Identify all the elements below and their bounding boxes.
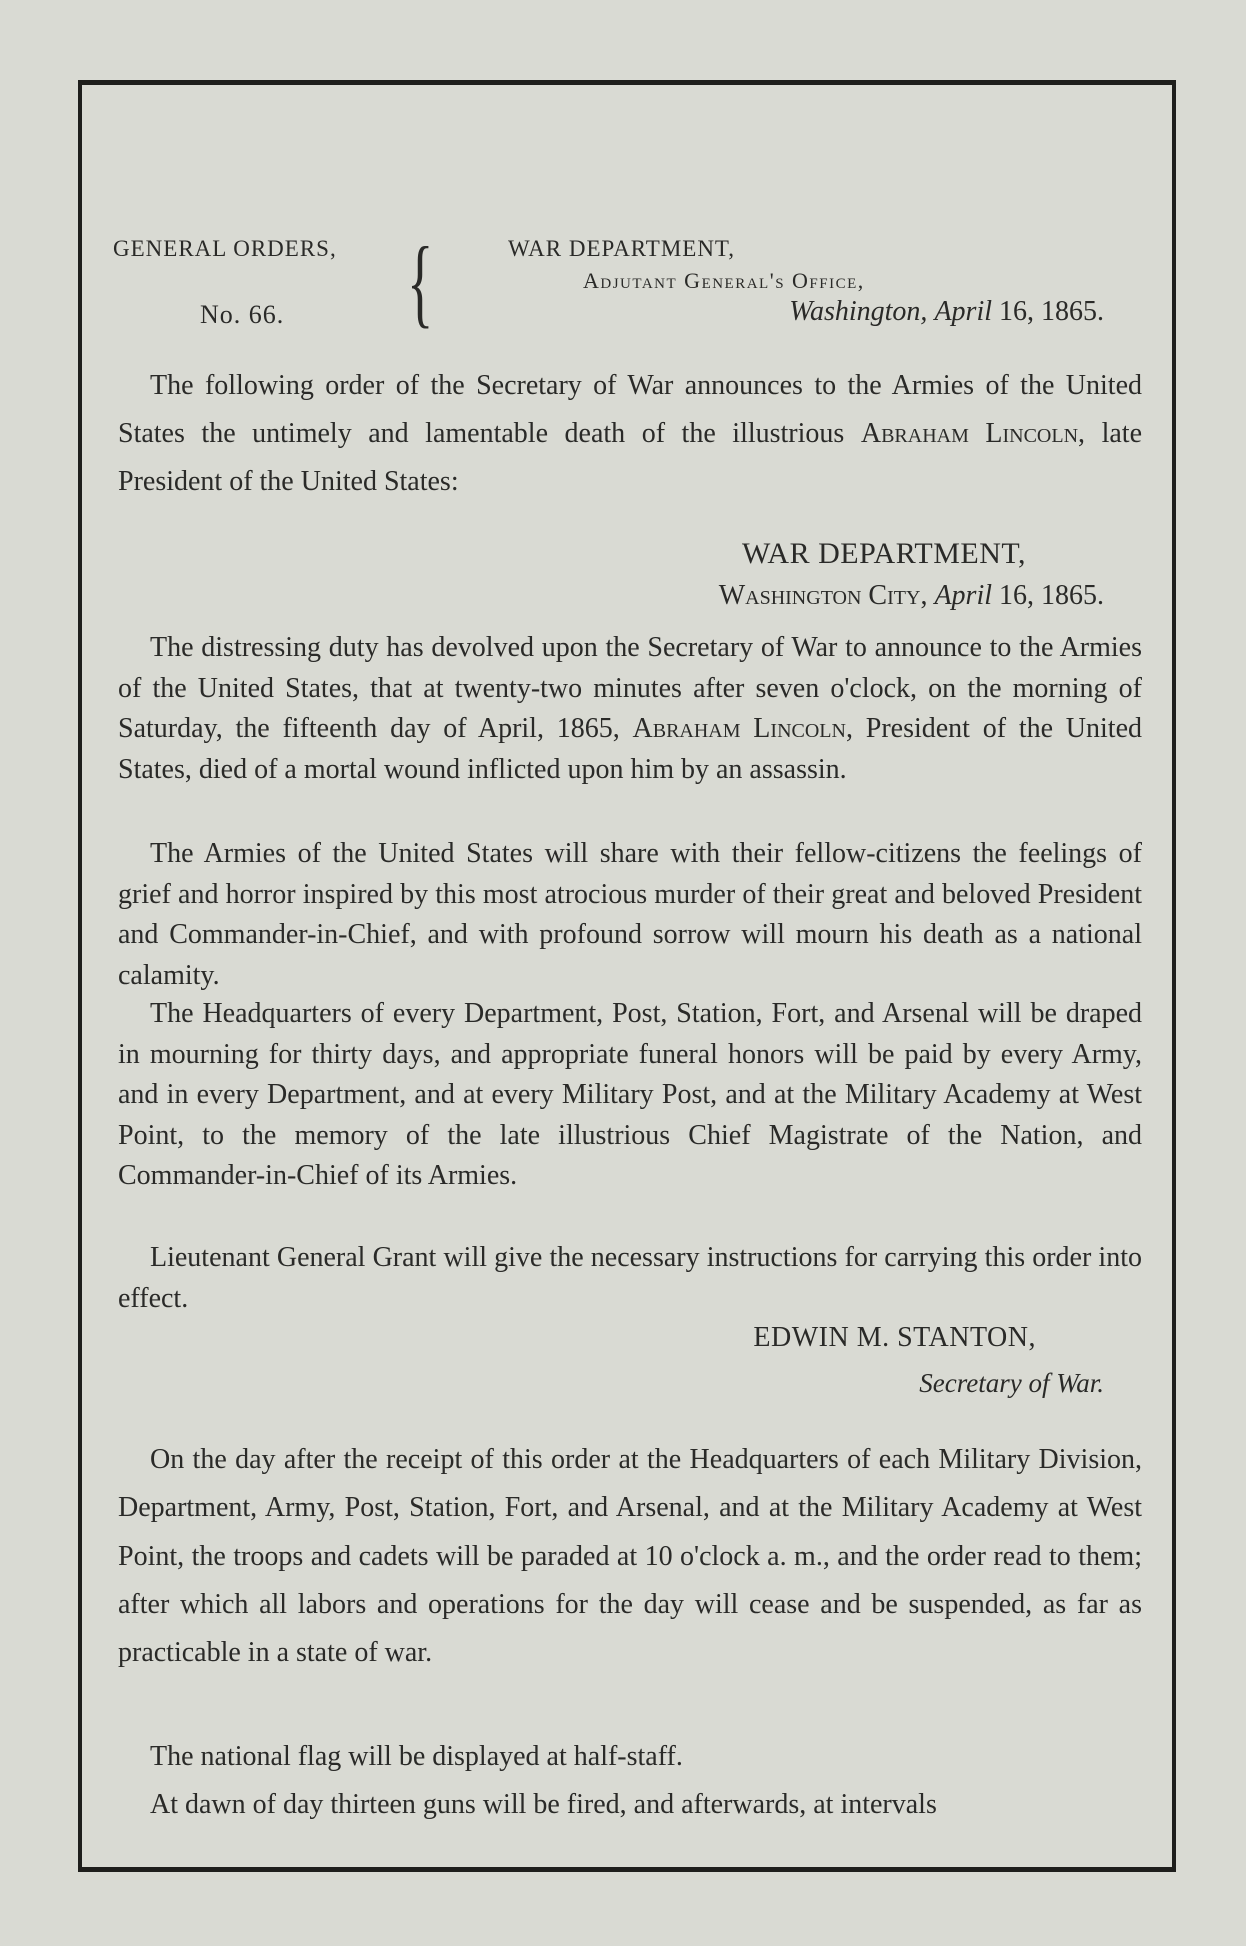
order-paragraph-1 [118, 628, 1142, 790]
order-month: April [934, 580, 992, 611]
order-paragraph-4: Lieutenant General Grant will give the necessary instructions for carrying this order into effect. [118, 1242, 1142, 1314]
intro-name: Abraham Lincoln [860, 418, 1079, 449]
body-paragraph-3: At dawn of day thirteen guns will be fired, and afterwards, at intervals [150, 1789, 937, 1820]
order-dateline [719, 580, 1104, 612]
order-title: WAR DEPARTMENT, [741, 537, 1026, 570]
intro-text: The following order of the Secretary of War announces to the Armies of the United States the untimely and lamentable death of the illustrious [118, 370, 1142, 449]
header-date-place: Washington, [789, 296, 928, 327]
order-p1-text: The distressing duty has devolved upon the Secretary of War to announce to the Armies of the United States, that at twenty-two minutes after seven o'clock, on the morning of Saturday, the fifteenth day of April, 1865, [118, 632, 1142, 744]
intro-text-end: , late President of the United States: [118, 418, 1142, 497]
body-paragraph-1: On the day after the receipt of this order at the Headquarters of each Military Division, Department, Army, Post, Station, Fort, and Arsenal, and at the Military Academy at West Point, the troops and cadets will be paraded at 10 o'clock a. m., and the order read to them; after which all labors and operations for the day will cease and be suspended, as far as practicable in a state of war. [118, 1444, 1142, 1669]
intro-paragraph [118, 362, 1142, 506]
header-date [789, 296, 1104, 328]
signature: EDWIN M. STANTON, [753, 1322, 1036, 1353]
general-orders-label: GENERAL ORDERS, [113, 236, 337, 261]
order-p1-text-end: , President of the United States, died of a mortal wound inflicted upon him by an assassin. [118, 713, 1143, 785]
order-day: 16, 1865. [999, 580, 1104, 611]
header-date-month: April [934, 296, 992, 327]
header-office: Adjutant General's Office, [583, 268, 865, 293]
order-comma: , [920, 580, 928, 611]
header-department: WAR DEPARTMENT, [508, 236, 736, 261]
order-city: Washington City [718, 580, 921, 611]
body-paragraph-2: The national flag will be displayed at half-staff. [150, 1741, 683, 1772]
header-date-day: 16, 1865. [999, 296, 1104, 327]
signature-title: Secretary of War. [919, 1368, 1104, 1398]
brace-icon: { [407, 226, 434, 337]
order-p1-name: Abraham Lincoln [632, 713, 846, 744]
order-paragraph-2: The Armies of the United States will share with their fellow-citizens the feelings of grief and horror inspired by this most atrocious murder of their great and beloved President and Commander-in-Chief, and with profound sorrow will mourn his death as a national calamity. [118, 838, 1142, 991]
order-number: No. 66. [200, 300, 285, 329]
order-paragraph-3: The Headquarters of every Department, Post, Station, Fort, and Arsenal will be draped in mourning for thirty days, and appropriate funeral honors will be paid by every Army, and in every Department, and at every Military Post, and at the Military Academy at West Point, to the memory of the late illustrious Chief Magistrate of the Nation, and Commander-in-Chief of its Armies. [118, 998, 1142, 1191]
